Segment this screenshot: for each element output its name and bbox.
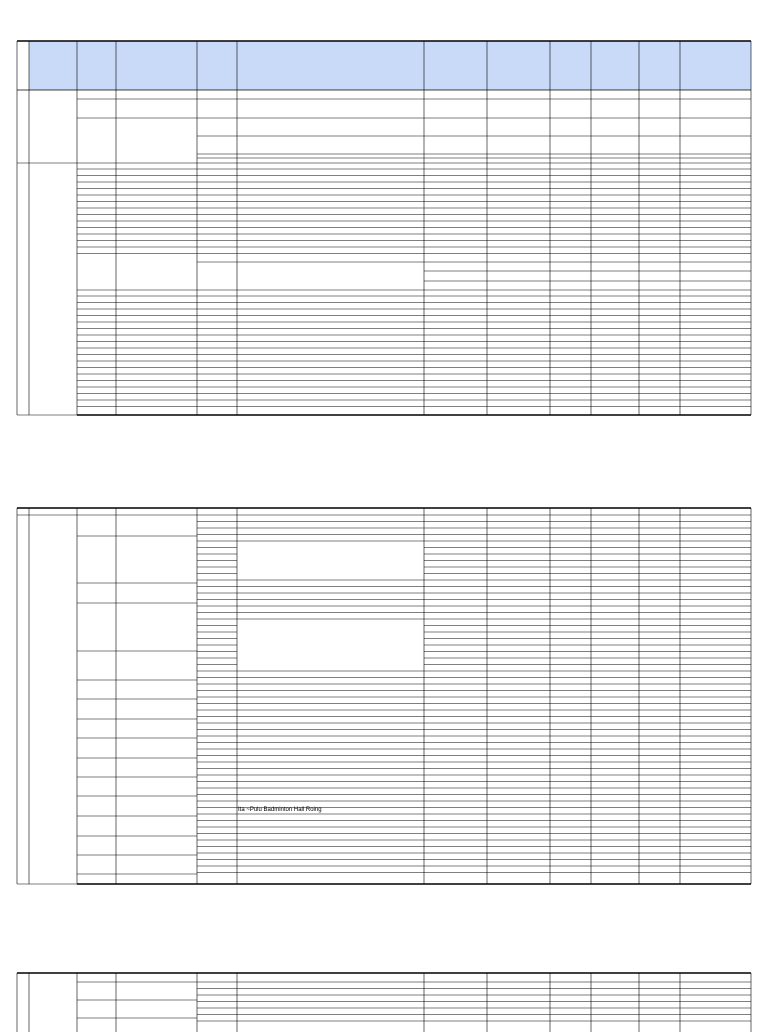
- header-fill: [29, 41, 751, 90]
- table-block-2: [17, 506, 751, 888]
- table-block-1: [17, 40, 751, 420]
- cell-text-venue: Ita ~Pulu Badminton Hall Roing: [238, 807, 322, 813]
- table-grid-1: [17, 40, 751, 420]
- table-grid-2: [17, 506, 751, 888]
- table-block-3: [17, 972, 751, 1032]
- table-grid-3: [17, 972, 751, 1032]
